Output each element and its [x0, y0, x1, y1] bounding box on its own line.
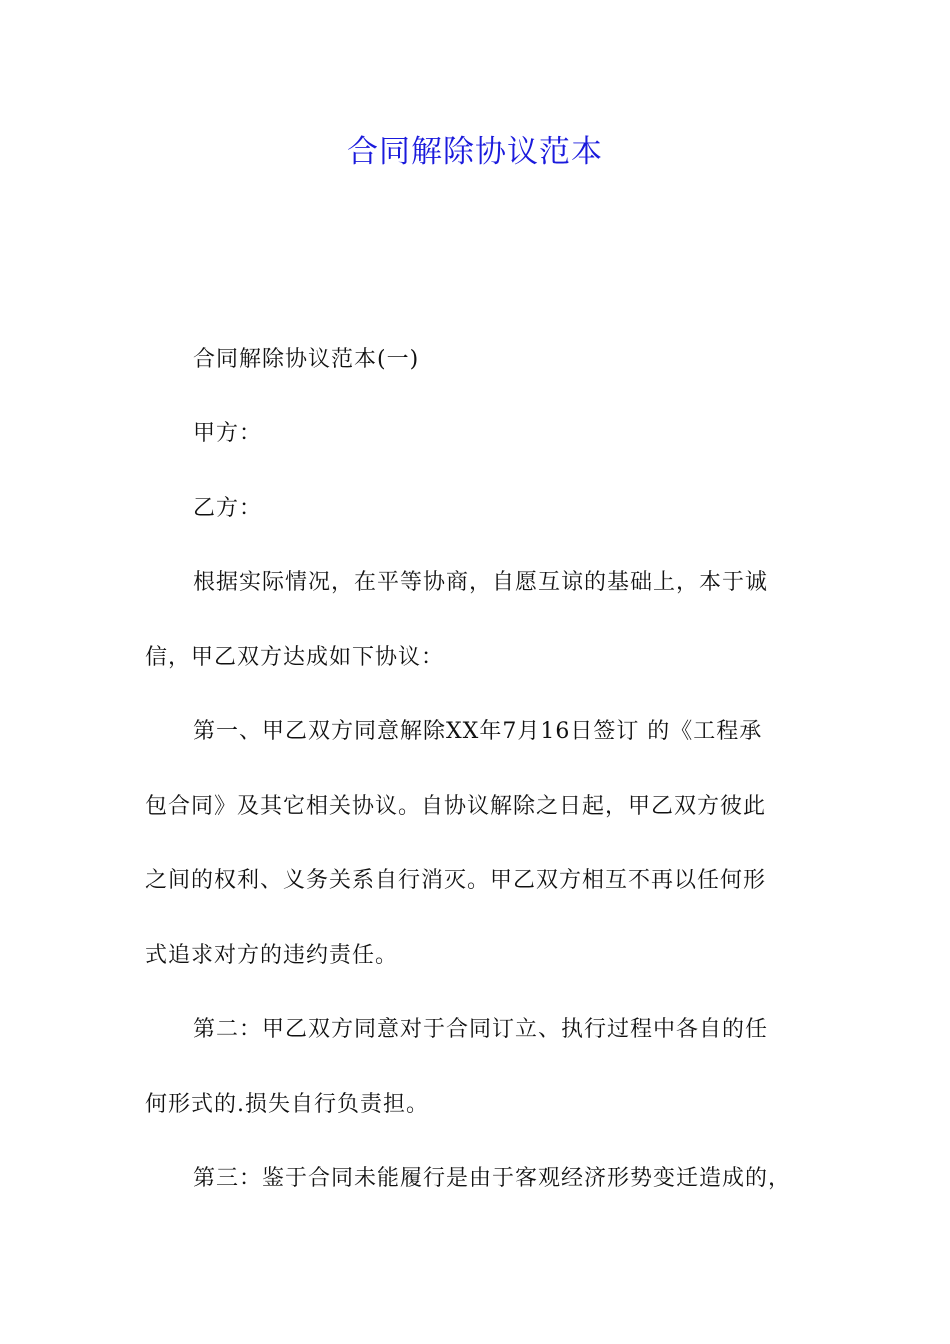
paragraph-line: 何形式的.损失自行负责担。	[145, 1092, 429, 1117]
party-b-label: 乙方：	[193, 496, 263, 521]
party-a-label: 甲方：	[193, 421, 263, 446]
paragraph-line: 第二：甲乙双方同意对于合同订立、执行过程中各自的任	[193, 1017, 769, 1042]
paragraph-line: 之间的权利、义务关系自行消灭。甲乙双方相互不再以任何形	[145, 868, 767, 893]
document-title: 合同解除协议范本	[347, 134, 603, 170]
paragraph-line: 根据实际情况，在平等协商，自愿互谅的基础上，本于诚	[193, 570, 769, 595]
paragraph-line: 第三：鉴于合同未能履行是由于客观经济形势变迁造成的，	[193, 1166, 792, 1191]
section-heading: 合同解除协议范本(一)	[193, 347, 420, 372]
paragraph-line: 第一、甲乙双方同意解除XX年7月16日签订 的《工程承	[193, 719, 763, 744]
paragraph-line: 包合同》及其它相关协议。自协议解除之日起，甲乙双方彼此	[145, 794, 767, 819]
paragraph-line: 式追求对方的违约责任。	[145, 943, 399, 968]
paragraph-line: 信，甲乙双方达成如下协议：	[145, 645, 445, 670]
